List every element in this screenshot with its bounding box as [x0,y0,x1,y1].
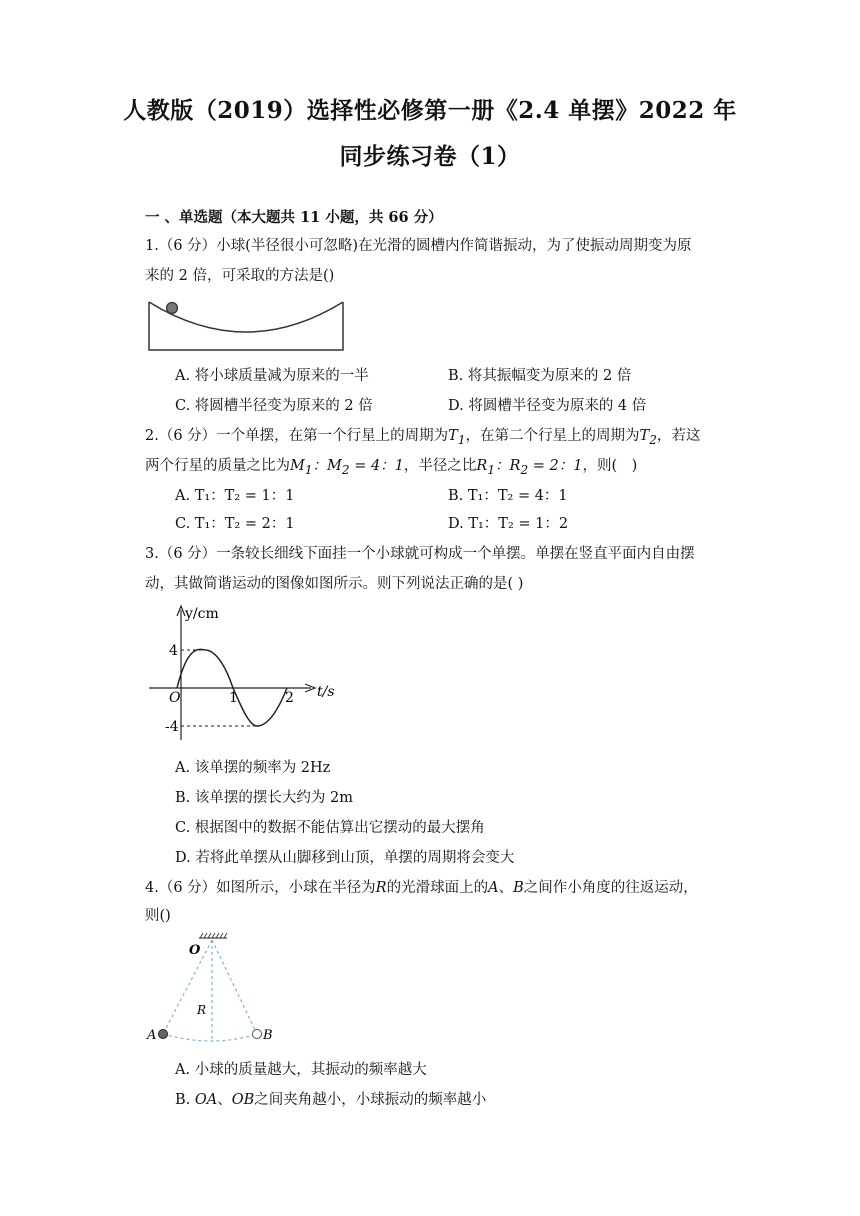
ball-b-icon [253,1030,262,1039]
q2-radius-value: = 2：1 [528,458,583,474]
point-b-label: B [263,1028,273,1043]
q4-sphere-figure [145,930,285,1046]
q2-sub-1: 1 [457,432,466,447]
q2-text-line1 [145,426,700,450]
q4-text-a: 4.（6 分）如图所示，小球在半径为 [145,880,376,896]
q2-text-c: ，若这 [656,428,701,444]
q4-symbol-a: A [488,880,499,896]
q2-text-f: ，则( ) [582,458,638,474]
x-tick-2: 2 [285,690,294,706]
origin-label: O [169,690,181,706]
q2-option-d[interactable]: D. T₁：T₂ = 1：2 [448,516,569,532]
q2-text-a: 2.（6 分）一个单摆，在第一个行星上的周期为 [145,428,449,444]
q1-bowl-figure [145,296,347,356]
document-title-line2: 同步练习卷（1） [339,143,521,170]
q2-text-d: 两个行星的质量之比为 [145,458,290,474]
y-tick-4: 4 [169,643,178,659]
q4-option-a[interactable]: A. 小球的质量越大，其振动的频率越大 [175,1062,427,1078]
q2-text-e: ，半径之比 [403,458,477,474]
q2-sub-m1: 1 [304,462,313,477]
q4-text-line2: 则() [145,908,171,924]
ball-a-icon [159,1030,168,1039]
point-a-label: A [147,1028,157,1043]
q3-text-line2: 动，其做简谐运动的图像如图所示。则下列说法正确的是( ) [145,576,524,592]
q1-option-a[interactable]: A. 将小球质量减为原来的一半 [175,368,369,384]
q3-option-c[interactable]: C. 根据图中的数据不能估算出它摆动的最大摆角 [175,820,485,836]
q2-sub-r2: 2 [520,462,529,477]
q4-symbol-r: R [375,880,387,896]
q3-oscillation-graph [145,600,345,745]
q3-option-a[interactable]: A. 该单摆的频率为 2Hz [175,760,331,776]
q2-mass-value: = 4：1 [349,458,404,474]
q4-symbol-b: B [513,880,524,896]
q4-text-line1 [145,878,698,898]
q2-sub-2: 2 [649,432,657,447]
q4-option-b[interactable] [175,1090,486,1110]
q2-text-b: ，在第二个行星上的周期为 [465,428,640,444]
y-axis-label: y/cm [185,606,219,622]
q2-sub-r1: 1 [487,462,496,477]
q2-symbol-m1: M [290,458,305,474]
q2-symbol-t1: T [448,428,458,444]
point-o-label: O [189,943,201,958]
q2-radius-ratio: ：R [495,458,521,474]
q1-option-c[interactable]: C. 将圆槽半径变为原来的 2 倍 [175,398,373,414]
x-tick-1: 1 [229,690,238,706]
q4-text-d: 之间作小角度的往返运动， [523,880,698,896]
q2-sub-m2: 2 [341,462,350,477]
q2-option-a[interactable]: A. T₁：T₂ = 1：1 [175,488,295,504]
q2-symbol-r1: R [476,458,488,474]
section-heading: 一 、单选题（本大题共 11 小题，共 66 分） [145,209,443,226]
ball-icon [167,303,178,314]
q4-text-c: 、 [498,880,514,896]
q2-mass-ratio: ：M [312,458,342,474]
q4-option-b-prefix: B. [175,1092,195,1108]
y-tick-neg4: -4 [165,719,179,735]
q3-option-b[interactable]: B. 该单摆的摆长大约为 2m [175,790,353,806]
q1-text-line1: 1.（6 分）小球(半径很小可忽略)在光滑的圆槽内作简谐振动，为了使振动周期变为原 [145,238,692,254]
q4-option-b-sep: 、 [217,1092,232,1108]
x-axis-label: t/s [317,684,335,700]
q2-option-c[interactable]: C. T₁：T₂ = 2：1 [175,516,295,532]
q2-symbol-t2: T [639,428,650,444]
q2-option-b[interactable]: B. T₁：T₂ = 4：1 [448,488,568,504]
q3-text-line1: 3.（6 分）一条较长细线下面挂一个小球就可构成一个单摆。单摆在竖直平面内自由摆 [145,546,695,562]
q4-symbol-ob: OB [231,1092,255,1108]
q1-text-line2: 来的 2 倍，可采取的方法是() [145,268,335,284]
radius-label: R [197,1003,207,1017]
document-title-line1: 人教版（2019）选择性必修第一册《2.4 单摆》2022 年 [123,97,737,124]
q1-option-d[interactable]: D. 将圆槽半径变为原来的 4 倍 [448,398,647,414]
q1-option-b[interactable]: B. 将其振幅变为原来的 2 倍 [448,368,632,384]
q2-text-line2 [145,456,637,480]
q4-symbol-oa: OA [194,1092,218,1108]
q4-text-b: 的光滑球面上的 [386,880,489,896]
q4-option-b-text: 之间夹角越小，小球振动的频率越小 [254,1092,487,1108]
q3-option-d[interactable]: D. 若将此单摆从山脚移到山顶，单摆的周期将会变大 [175,850,515,866]
